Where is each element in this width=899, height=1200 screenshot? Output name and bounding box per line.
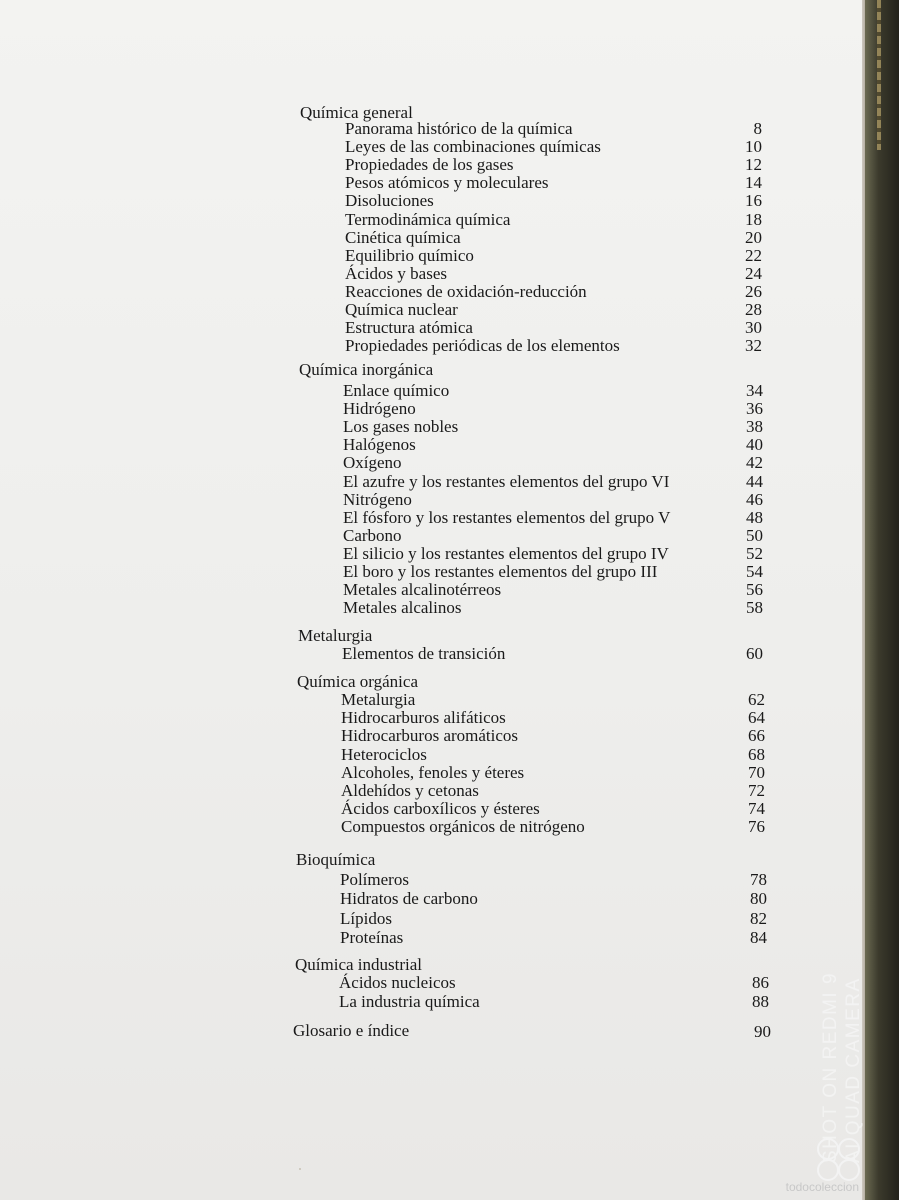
section-title: Química orgánica <box>297 672 419 691</box>
toc-entry-page-number: 46 <box>746 490 763 509</box>
toc-entry-label: Hidrógeno <box>343 399 416 418</box>
paper-speck <box>299 1168 301 1170</box>
camera-logo-icon <box>817 1138 861 1182</box>
section-title: Glosario e índice <box>293 1021 410 1040</box>
watermark-text <box>819 972 865 1163</box>
toc-entry-page-number: 72 <box>748 781 765 800</box>
toc-entry-page-number: 26 <box>745 282 762 301</box>
toc-entry-page-number: 74 <box>748 799 765 818</box>
toc-entry-label: Cinética química <box>345 228 461 247</box>
toc-entry-page-number: 16 <box>745 191 762 210</box>
toc-entry-label: Carbono <box>343 526 402 545</box>
toc-entry-page-number: 56 <box>746 580 763 599</box>
toc-entry-page-number: 30 <box>745 318 762 337</box>
toc-entry-page-number: 24 <box>745 264 762 283</box>
toc-entry-label: Equilibrio químico <box>345 246 474 265</box>
toc-entry-label: Alcoholes, fenoles y éteres <box>341 763 525 782</box>
toc-entry-page-number: 8 <box>753 119 762 138</box>
toc-entry-page-number: 10 <box>745 137 762 156</box>
toc-entry-page-number: 36 <box>746 399 763 418</box>
toc-entry-page-number: 68 <box>748 745 765 764</box>
toc-entry-page-number: 54 <box>746 562 763 581</box>
toc-entry-label: Ácidos carboxílicos y ésteres <box>341 799 540 818</box>
toc-entry-label: Hidratos de carbono <box>340 889 478 908</box>
toc-entry-label: La industria química <box>339 992 480 1011</box>
toc-entry-page-number: 66 <box>748 726 765 745</box>
toc-entry-page-number: 48 <box>746 508 763 527</box>
toc-entry-label: Metales alcalinotérreos <box>343 580 502 599</box>
toc-entry-label: Estructura atómica <box>345 318 473 337</box>
toc-entry-page-number: 84 <box>750 928 767 947</box>
toc-entry-page-number: 34 <box>746 381 763 400</box>
toc-entry-page-number: 58 <box>746 598 763 617</box>
toc-entry-label: Metales alcalinos <box>343 598 462 617</box>
toc-entry-page-number: 14 <box>745 173 762 192</box>
toc-entry-label: Metalurgia <box>341 690 416 709</box>
toc-entry-page-number: 28 <box>745 300 762 319</box>
toc-entry-label: Termodinámica química <box>345 210 511 229</box>
toc-entry-label: Ácidos y bases <box>345 264 447 283</box>
section-title: Química industrial <box>295 955 423 974</box>
section-title: Química general <box>300 103 413 122</box>
toc-entry-page-number: 18 <box>745 210 762 229</box>
toc-entry-label: Heterociclos <box>341 745 427 764</box>
toc-entry-page-number: 40 <box>746 435 763 454</box>
toc-entry-label: Aldehídos y cetonas <box>341 781 479 800</box>
section-title: Química inorgánica <box>299 360 434 379</box>
toc-entry-page-number: 44 <box>746 472 763 491</box>
section-title: Bioquímica <box>296 850 376 869</box>
toc-entry-label: Elementos de transición <box>342 644 506 663</box>
section-title: Metalurgia <box>298 626 373 645</box>
toc-entry-label: Enlace químico <box>343 381 450 400</box>
toc-entry-page-number: 52 <box>746 544 763 563</box>
toc-entry-page-number: 78 <box>750 870 767 889</box>
toc-entry-page-number: 62 <box>748 690 765 709</box>
toc-entry-page-number: 12 <box>745 155 762 174</box>
toc-entry-page-number: 70 <box>748 763 765 782</box>
toc-entry-page-number: 82 <box>750 909 767 928</box>
toc-entry-label: Los gases nobles <box>343 417 459 436</box>
toc-entry-label: Halógenos <box>343 435 416 454</box>
toc-entry-page-number: 76 <box>748 817 765 836</box>
toc-entry-label: Propiedades periódicas de los elementos <box>345 336 620 355</box>
corner-watermark: todocoleccion <box>785 1180 859 1194</box>
toc-entry-page-number: 64 <box>748 708 765 727</box>
toc-entry-page-number: 88 <box>752 992 769 1011</box>
watermark-line-1: SHOT ON REDMI 9 <box>820 971 841 1163</box>
toc-entry-label: Hidrocarburos alifáticos <box>341 708 506 727</box>
toc-entry-label: El fósforo y los restantes elementos del grupo V <box>343 508 671 527</box>
toc-entry-label: El boro y los restantes elementos del grupo III <box>343 562 658 581</box>
toc-entry-label: El silicio y los restantes elementos del grupo IV <box>343 544 669 563</box>
toc-entry-page-number: 42 <box>746 453 763 472</box>
toc-entry-label: Oxígeno <box>343 453 402 472</box>
toc-entry-label: Propiedades de los gases <box>345 155 514 174</box>
toc-entry-label: Disoluciones <box>345 191 434 210</box>
toc-entry-label: Polímeros <box>340 870 409 889</box>
section-page-number: 90 <box>754 1022 771 1041</box>
toc-entry-label: Reacciones de oxidación-reducción <box>345 282 587 301</box>
toc-entry-label: Lípidos <box>340 909 392 928</box>
toc-entry-page-number: 86 <box>752 973 769 992</box>
toc-entry-label: Leyes de las combinaciones químicas <box>345 137 601 156</box>
toc-entry-page-number: 20 <box>745 228 762 247</box>
toc-entry-page-number: 60 <box>746 644 763 663</box>
toc-entry-label: Proteínas <box>340 928 404 947</box>
toc-entry-page-number: 22 <box>745 246 762 265</box>
toc-entry-page-number: 32 <box>745 336 762 355</box>
toc-entry-page-number: 80 <box>750 889 767 908</box>
toc-entry-label: El azufre y los restantes elementos del grupo VI <box>343 472 670 491</box>
toc-entry-page-number: 38 <box>746 417 763 436</box>
spine-gilding <box>877 0 881 150</box>
toc-entry-label: Hidrocarburos aromáticos <box>341 726 519 745</box>
toc-entry-label: Nitrógeno <box>343 490 412 509</box>
toc-entry-label: Compuestos orgánicos de nitrógeno <box>341 817 585 836</box>
watermark-line-2: AI QUAD CAMERA <box>843 977 864 1163</box>
toc-entry-label: Panorama histórico de la química <box>345 119 573 138</box>
toc-entry-label: Pesos atómicos y moleculares <box>345 173 549 192</box>
toc-entry-label: Química nuclear <box>345 300 458 319</box>
toc-entry-page-number: 50 <box>746 526 763 545</box>
toc-entry-label: Ácidos nucleicos <box>339 973 456 992</box>
